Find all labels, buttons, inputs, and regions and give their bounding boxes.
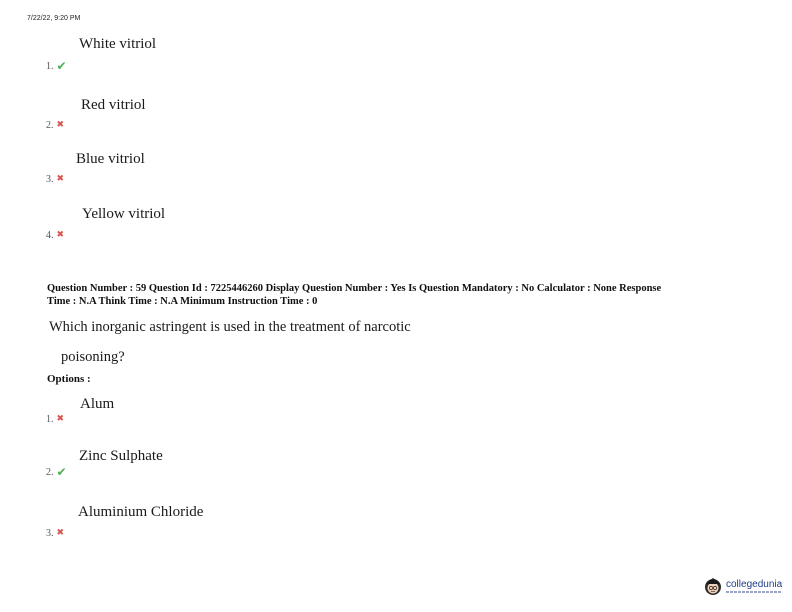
prev-option-1-number <box>46 60 67 72</box>
prev-option-1-text: White vitriol <box>79 36 157 52</box>
option-2-number <box>46 466 67 478</box>
cross-icon: ✖ <box>56 414 65 424</box>
print-timestamp: 7/22/22, 9:20 PM <box>27 15 81 22</box>
cross-icon: ✖ <box>56 230 65 240</box>
option-number: 2. <box>46 120 54 131</box>
prev-option-4-text: Yellow vitriol <box>82 206 166 222</box>
question-text-line-2: poisoning? <box>61 349 125 365</box>
cross-icon: ✖ <box>56 174 65 184</box>
option-number: 3. <box>46 528 54 539</box>
cross-icon: ✖ <box>56 528 65 538</box>
options-label: Options : <box>47 373 91 385</box>
question-meta-line-1: Question Number : 59 Question Id : 7225446260 Display Question Number : Yes Is Question Mandatory : No Calculator : None Response <box>47 283 662 294</box>
prev-option-3-number <box>46 174 64 185</box>
option-2-text: Zinc Sulphate <box>79 448 163 464</box>
logo-tagline <box>726 591 781 593</box>
option-1-text: Alum <box>80 396 115 412</box>
prev-option-3-text: Blue vitriol <box>76 151 145 167</box>
cross-icon: ✖ <box>56 120 65 130</box>
option-3-text: Aluminium Chloride <box>78 504 204 520</box>
logo-name: collegedunia <box>726 579 783 590</box>
option-number: 3. <box>46 174 54 185</box>
check-icon: ✔ <box>56 59 67 73</box>
prev-option-2-text: Red vitriol <box>81 97 146 113</box>
question-meta <box>47 283 767 308</box>
question-text-line-1: Which inorganic astringent is used in the treatment of narcotic <box>49 319 411 335</box>
option-1-number <box>46 414 64 425</box>
mascot-logo-icon <box>703 576 723 596</box>
logo-text <box>726 579 782 593</box>
option-number: 1. <box>46 60 54 72</box>
check-icon: ✔ <box>56 465 67 479</box>
option-number: 4. <box>46 230 54 241</box>
option-number: 1. <box>46 414 54 425</box>
collegedunia-logo <box>703 576 782 596</box>
option-3-number <box>46 528 64 539</box>
option-number: 2. <box>46 466 54 478</box>
prev-option-2-number <box>46 120 64 131</box>
question-meta-line-2: Time : N.A Think Time : N.A Minimum Instruction Time : 0 <box>47 295 318 307</box>
prev-option-4-number <box>46 230 64 241</box>
